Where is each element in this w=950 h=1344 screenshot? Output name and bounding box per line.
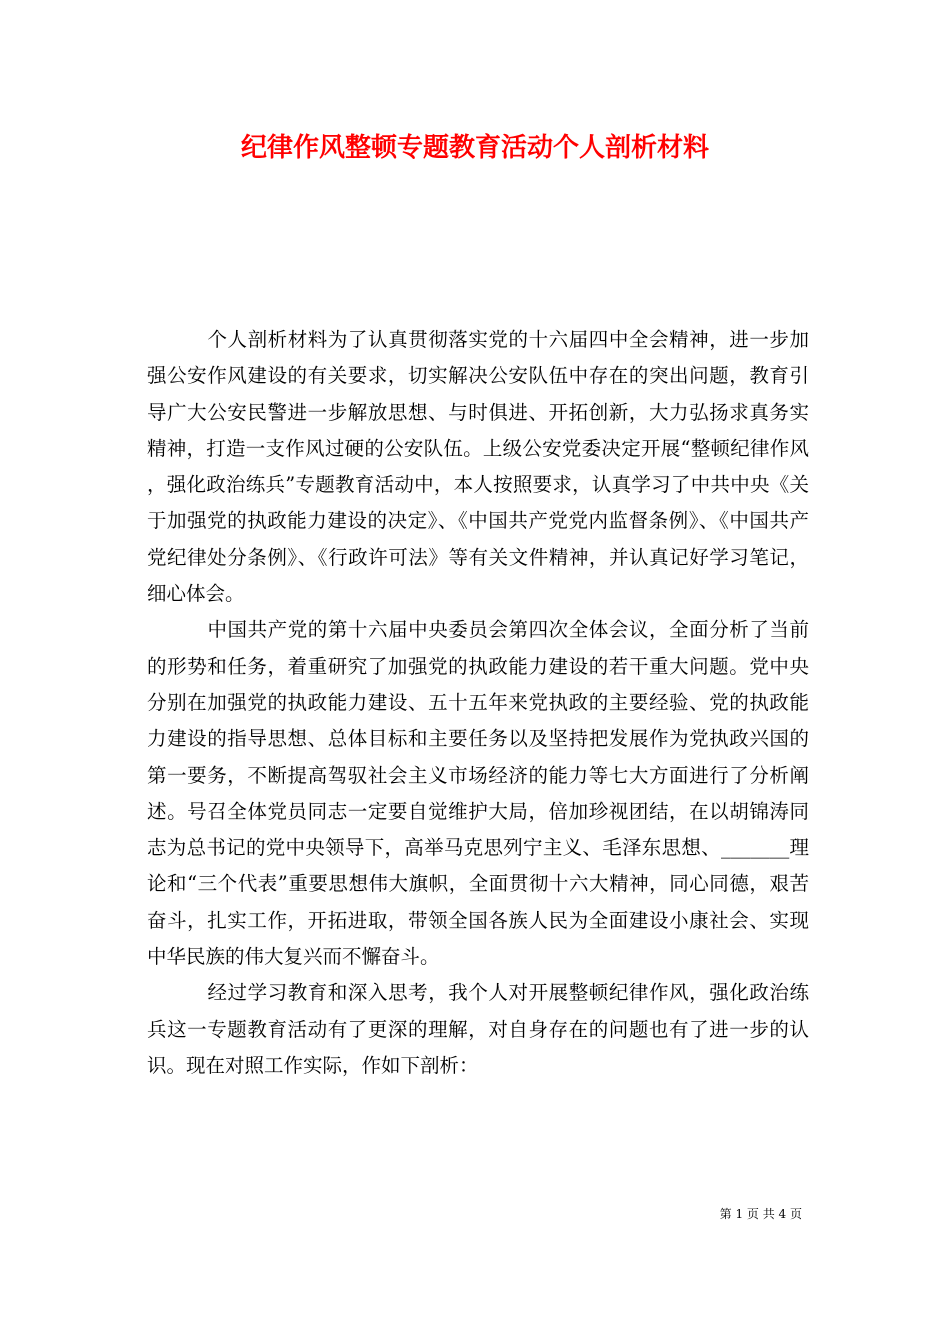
document-body (147, 322, 809, 1084)
paragraph-3: 经过学习教育和深入思考，我个人对开展整顿纪律作风，强化政治练兵这一专题教育活动有了更深的理解，对自身存在的问题也有了进一步的认识。现在对照工作实际，作如下剖析： (147, 981, 809, 1077)
paragraph-1: 个人剖析材料为了认真贯彻落实党的十六届四中全会精神，进一步加强公安作风建设的有关要求，切实解决公安队伍中存在的突出问题，教育引导广大公安民警进一步解放思想、与时俱进、开拓创新，大力弘扬求真务实精神，打造一支作风过硬的公安队伍。上级公安党委决定开展“整顿纪律作风，强化政治练兵”专题教育活动中，本人按照要求，认真学习了中共中央《关于加强党的执政能力建设的决定》、《中国共产党党内监督条例》、《中国共产党纪律处分条例》、《行政许可法》等有关文件精神，并认真记好学习笔记，细心体会。 (147, 328, 809, 606)
page-footer: 第 1 页 共 4 页 (719, 1207, 802, 1221)
paragraph-2: 中国共产党的第十六届中央委员会第四次全体会议，全面分析了当前的形势和任务，着重研究了加强党的执政能力建设的若干重大问题。党中央分别在加强党的执政能力建设、五十五年来党执政的主要经验、党的执政能力建设的指导思想、总体目标和主要任务以及坚持把发展作为党执政兴国的第一要务，不断提高驾驭社会主义市场经济的能力等七大方面进行了分析阐述。号召全体党员同志一定要自觉维护大局，倍加珍视团结，在以胡锦涛同志为总书记的党中央领导下，高举马克思列宁主义、毛泽东思想、_______理论和“三个代表”重要思想伟大旗帜，全面贯彻十六大精神，同心同德，艰苦奋斗，扎实工作，开拓进取，带领全国各族人民为全面建设小康社会、实现中华民族的伟大复兴而不懈奋斗。 (147, 618, 809, 969)
document-title: 纪律作风整顿专题教育活动个人剖析材料 (240, 133, 709, 163)
